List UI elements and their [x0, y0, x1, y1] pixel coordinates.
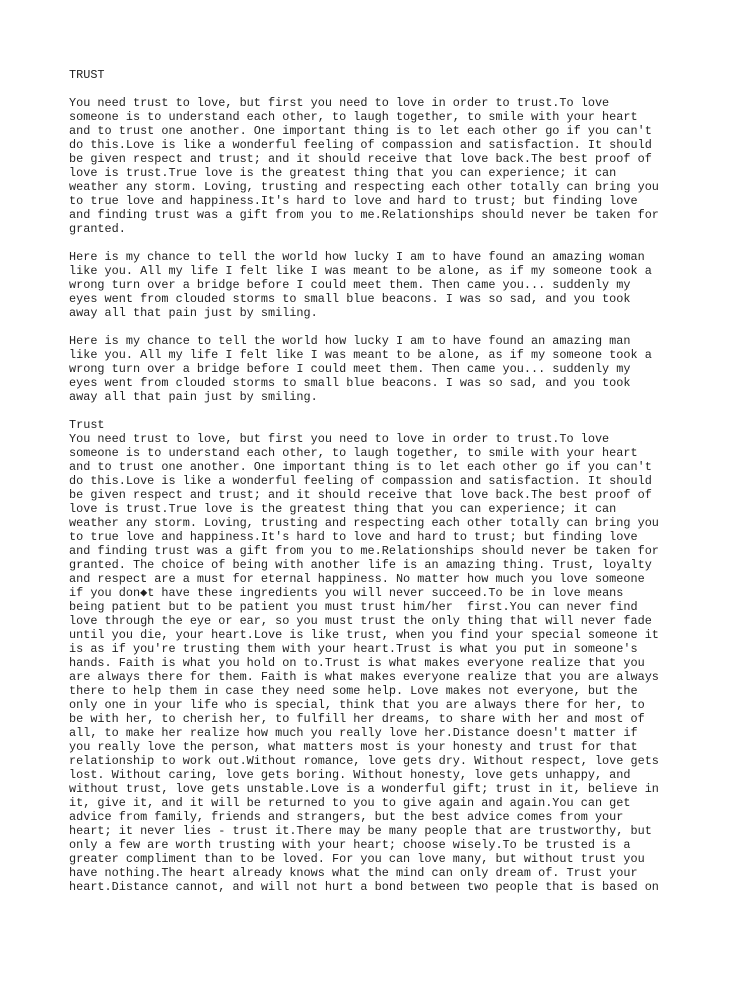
blank-line: [69, 320, 709, 334]
text-line: heart.Distance cannot, and will not hurt a bond between two people that is based on: [69, 880, 659, 894]
text-line: Here is my chance to tell the world how lucky I am to have found an amazing woman: [69, 250, 645, 264]
text-line: be given respect and trust; and it should receive that love back.The best proof of: [69, 152, 652, 166]
text-line: granted. The choice of being with another life is an amazing thing. Trust, loyalty: [69, 558, 652, 572]
text-line: weather any storm. Loving, trusting and respecting each other totally can bring you: [69, 180, 659, 194]
text-line: lost. Without caring, love gets boring. Without honesty, love gets unhappy, and: [69, 768, 631, 782]
text-line: are always there for them. Faith is what makes everyone realize that you are always: [69, 670, 659, 684]
text-line: and finding trust was a gift from you to me.Relationships should never be taken for: [69, 208, 659, 222]
blank-line: [69, 236, 709, 250]
text-line: hands. Faith is what you hold on to.Trust is what makes everyone realize that you: [69, 656, 645, 670]
text-line: be given respect and trust; and it should receive that love back.The best proof of: [69, 488, 652, 502]
text-line: to true love and happiness.It's hard to love and hard to trust; but finding love: [69, 530, 638, 544]
text-line: all, to make her realize how much you really love her.Distance doesn't matter if: [69, 726, 638, 740]
text-line: be with her, to cherish her, to fulfill her dreams, to share with her and most of: [69, 712, 645, 726]
text-line: greater compliment than to be loved. For you can love many, but without trust you: [69, 852, 645, 866]
text-line: Trust: [69, 418, 105, 432]
text-line: only one in your life who is special, think that you are always there for her, to: [69, 698, 645, 712]
text-line: granted.: [69, 222, 126, 236]
text-line: have nothing.The heart already knows what the mind can only dream of. Trust your: [69, 866, 638, 880]
text-line: love is trust.True love is the greatest thing that you can experience; it can: [69, 166, 617, 180]
text-line: it, give it, and it will be returned to you to give again and again.You can get: [69, 796, 631, 810]
document-body-text: [69, 68, 709, 894]
text-line: is as if you're trusting them with your heart.Trust is what you put in someone's: [69, 642, 638, 656]
text-line: eyes went from clouded storms to small blue beacons. I was so sad, and you took: [69, 292, 631, 306]
text-line: if you don◆t have these ingredients you will never succeed.To be in love means: [69, 586, 624, 600]
blank-line: [69, 404, 709, 418]
text-line: to true love and happiness.It's hard to love and hard to trust; but finding love: [69, 194, 638, 208]
text-line: only a few are worth trusting with your heart; choose wisely.To be trusted is a: [69, 838, 631, 852]
text-line: and finding trust was a gift from you to me.Relationships should never be taken for: [69, 544, 659, 558]
text-line: away all that pain just by smiling.: [69, 306, 318, 320]
text-line: like you. All my life I felt like I was meant to be alone, as if my someone took a: [69, 264, 652, 278]
text-line: there to help them in case they need some help. Love makes not everyone, but the: [69, 684, 638, 698]
text-line: eyes went from clouded storms to small blue beacons. I was so sad, and you took: [69, 376, 631, 390]
text-line: and to trust one another. One important thing is to let each other go if you can't: [69, 124, 652, 138]
text-line: until you die, your heart.Love is like trust, when you find your special someone it: [69, 628, 659, 642]
text-line: You need trust to love, but first you need to love in order to trust.To love: [69, 96, 610, 110]
text-line: and to trust one another. One important thing is to let each other go if you can't: [69, 460, 652, 474]
text-line: and respect are a must for eternal happiness. No matter how much you love someone: [69, 572, 645, 586]
text-line: relationship to work out.Without romance, love gets dry. Without respect, love gets: [69, 754, 659, 768]
text-line: heart; it never lies - trust it.There may be many people that are trustworthy, but: [69, 824, 652, 838]
text-line: weather any storm. Loving, trusting and respecting each other totally can bring you: [69, 516, 659, 530]
text-line: do this.Love is like a wonderful feeling of compassion and satisfaction. It should: [69, 474, 652, 488]
text-line: you really love the person, what matters most is your honesty and trust for that: [69, 740, 638, 754]
text-line: wrong turn over a bridge before I could meet them. Then came you... suddenly my: [69, 362, 631, 376]
text-line: like you. All my life I felt like I was meant to be alone, as if my someone took a: [69, 348, 652, 362]
text-line: You need trust to love, but first you need to love in order to trust.To love: [69, 432, 610, 446]
text-line: do this.Love is like a wonderful feeling of compassion and satisfaction. It should: [69, 138, 652, 152]
text-line: wrong turn over a bridge before I could meet them. Then came you... suddenly my: [69, 278, 631, 292]
text-line: Here is my chance to tell the world how lucky I am to have found an amazing man: [69, 334, 631, 348]
text-line: TRUST: [69, 68, 105, 82]
text-line: being patient but to be patient you must trust him/her first.You can never find: [69, 600, 638, 614]
text-line: without trust, love gets unstable.Love is a wonderful gift; trust in it, believe in: [69, 782, 659, 796]
text-line: love is trust.True love is the greatest thing that you can experience; it can: [69, 502, 617, 516]
text-line: love through the eye or ear, so you must trust the only thing that will never fade: [69, 614, 652, 628]
blank-line: [69, 82, 709, 96]
text-line: someone is to understand each other, to laugh together, to smile with your heart: [69, 446, 638, 460]
text-line: someone is to understand each other, to laugh together, to smile with your heart: [69, 110, 638, 124]
text-line: advice from family, friends and strangers, but the best advice comes from your: [69, 810, 624, 824]
text-line: away all that pain just by smiling.: [69, 390, 318, 404]
